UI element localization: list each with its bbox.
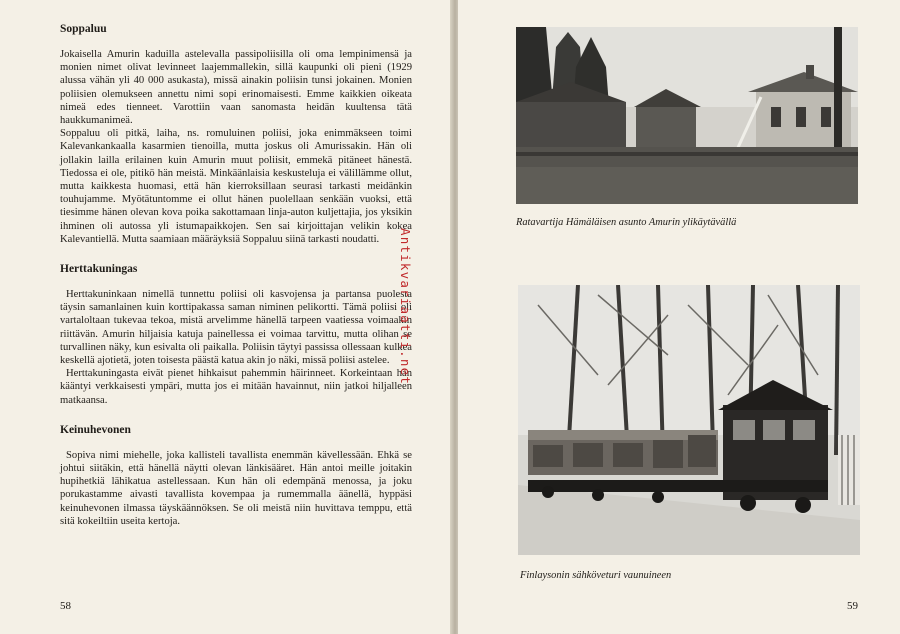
photo-electric-locomotive bbox=[518, 285, 860, 555]
paragraph: Soppaluu oli pitkä, laiha, ns. romuluinen poliisi, joka enimmäkseen toimi Kalevankankaalla kasarmien tienoilla, mutta joskus oli Amurissakin. Hän oli jollakin lailla erilainen kuin Amurin muut poliisit, emmekä pitäneet hänestä. Tiedossa ei ole, pitikö hän meistä. Minkäänlaisia keskusteluja ei välillämme ollut, mutta kaikkesta huomasi, että hän kierroksillaan seurasi tarkasti meidänkin touhujamme. Myötätuntomme ei ollut hänen puolellaan senkään vuoksi, että tiesimme hänen olevan kova poika sakottamaan linja-auton kuljettajia, jos yksikin ihminen oli autossa yli istumapaikkojen. Sen sai kirjoittajan velikin kokea Kalevantiellä. Mutta saamiaan määräyksiä Soppaluu siinä tarkasti noudatti. bbox=[60, 128, 412, 245]
paragraph: Herttakuninkaan nimellä tunnettu poliisi oli kasvojensa ja partansa puolesta täysin samanlainen kuin korttipakassa saman niminen pelikortti. Tämä poliisi oli vartaloltaan tukevaa tekoa, mistä arvelimme hänellä tarpeen vaatiessa voimaakin riittävän. Amurin hiljaisia katuja painellessa ei voimaa tarvittu, mutta olihan se turvallinen näky, kun esivalta oli paikalla. Poliisin täytyi passissa ollessaan kulkea keskellä ajotietä, joten toisesta päästä katua akin jo näki, missä poliisi astelee. bbox=[60, 289, 412, 367]
watermark-text: Antikvariaatti.net bbox=[398, 228, 413, 386]
section-herttakuningas bbox=[60, 262, 412, 407]
photo-railway-house bbox=[516, 27, 858, 204]
right-page bbox=[458, 0, 900, 634]
section-soppaluu bbox=[60, 22, 412, 246]
section-title: Herttakuningas bbox=[60, 263, 138, 276]
section-title: Keinuhevonen bbox=[60, 423, 131, 436]
caption-bottom: Finlaysonin sähköveturi vaunuineen bbox=[520, 570, 672, 581]
page-number-left: 58 bbox=[60, 600, 71, 612]
railway-house-image bbox=[516, 27, 858, 204]
locomotive-image bbox=[518, 285, 860, 555]
page-number-right: 59 bbox=[847, 600, 858, 612]
paragraph: Herttakuningasta eivät pienet hihkaisut pahemmin häirinneet. Korkeintaan hän kääntyi verkkaisesti ympäri, mutta jos ei mitään havainnut, niin jatkoi hiljalleen matkaansa. bbox=[60, 368, 412, 406]
section-title: Soppaluu bbox=[60, 23, 107, 35]
paragraph: Jokaisella Amurin kaduilla astelevalla passipoliisilla oli oma lempinimensä ja monien nimet olivat levinneet laajemmallekin, sillä kaupunki oli pieni (1929 alussa vähän yli 40 000 asukasta), missä ainakin poliisin tunsi jokainen. Monien poliisien olemukseen annettu nimi sopi erinomaisesti. Emme kaikkien oikeata nimeä edes tienneet. Varottiin vaan sanomasta heidän kuultensa tätä haukkumanimeä. bbox=[60, 49, 412, 127]
section-keinuhevonen bbox=[60, 423, 412, 528]
paragraph: Sopiva nimi miehelle, joka kallisteli tavallista enemmän kävellessään. Ehkä se johtui siitäkin, että hänellä näytti olevan länkisääret. Hän antoi meille joitakin hupihetkiä lähikatua astellessaan. Kun hän oli edempänä menossa, ja joku porukastamme aivasti tavallista kovempaa ja rumemmalla äänellä, hyppäsi keinuhevonen ilmassa täyskäännöksen. Se oli meistä niin huvittava temppu, että sitä kokeiltiin useita kertoja. bbox=[60, 449, 412, 527]
caption-top: Ratavartija Hämäläisen asunto Amurin ylikäytävällä bbox=[516, 217, 737, 228]
